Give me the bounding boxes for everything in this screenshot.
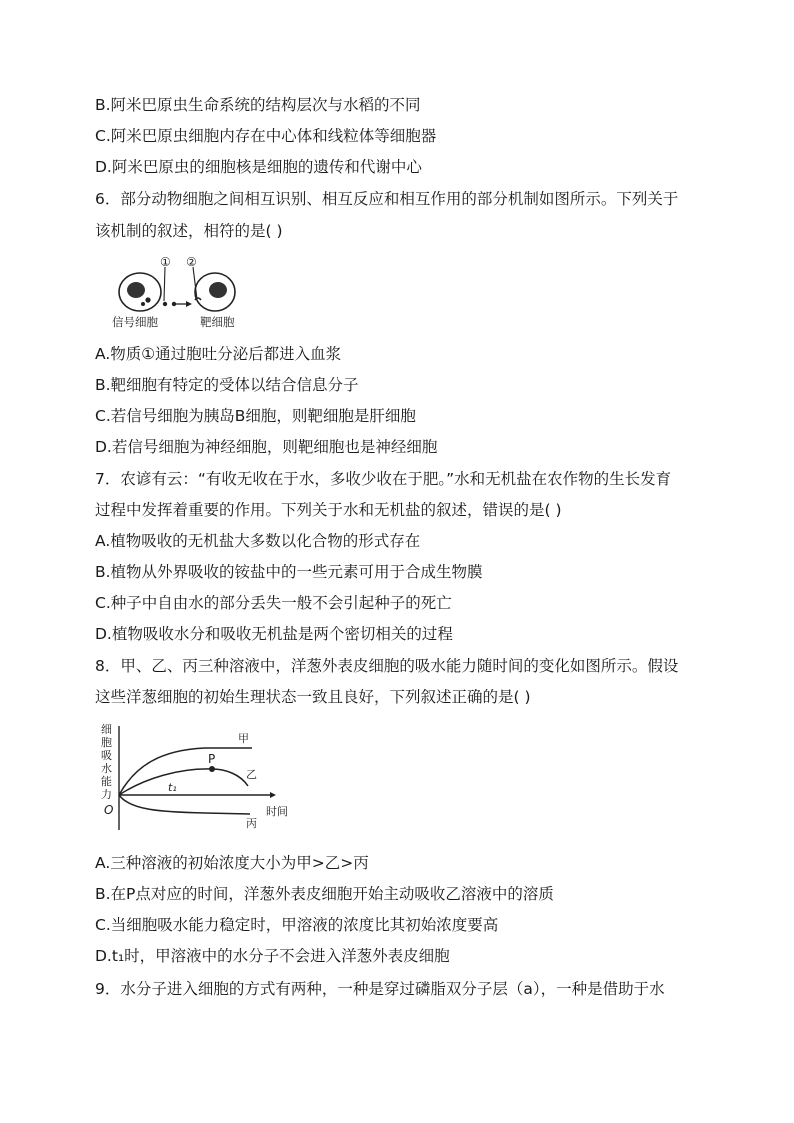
q8-option-b: B.在P点对应的时间，洋葱外表皮细胞开始主动吸收乙溶液中的溶质 [95, 885, 554, 903]
x-axis-label: 时间 [266, 805, 288, 818]
q7-stem-line1: 7．农谚有云：“有收无收在于水，多收少收在于肥。”水和无机盐在农作物的生长发育 [95, 470, 672, 488]
q5-option-b: B.阿米巴原虫生命系统的结构层次与水稻的不同 [95, 96, 421, 114]
q6-option-c: C.若信号细胞为胰岛B细胞，则靶细胞是肝细胞 [95, 407, 416, 425]
q6-stem-line2: 该机制的叙述，相符的是( ) [95, 222, 283, 240]
y-axis-label-char: 能 [101, 775, 112, 788]
signal-molecule [172, 302, 176, 306]
q8-stem-line1: 8．甲、乙、丙三种溶液中，洋葱外表皮细胞的吸水能力随时间的变化如图所示。假设 [95, 657, 679, 675]
q7-option-c: C.种子中自由水的部分丢失一般不会引起种子的死亡 [95, 594, 452, 612]
figure-label-2: ② [186, 255, 197, 269]
q8-stem-line2: 这些洋葱细胞的初始生理状态一致且良好，下列叙述正确的是( ) [95, 688, 531, 706]
y-axis-label-char: 细 [101, 723, 112, 736]
y-axis-label-char: 胞 [101, 736, 112, 749]
curve-bing-label: 丙 [246, 817, 257, 830]
curve-bing [119, 795, 250, 814]
q6-option-b: B.靶细胞有特定的受体以结合信息分子 [95, 376, 359, 394]
signal-molecule [163, 302, 167, 306]
point-p [209, 766, 215, 772]
curve-yi-label: 乙 [246, 768, 257, 781]
q8-option-c: C.当细胞吸水能力稳定时，甲溶液的浓度比其初始浓度要高 [95, 916, 499, 934]
origin-label: O [104, 803, 114, 817]
figure-label-1: ① [160, 255, 171, 269]
q8-option-d: D.t₁时，甲溶液中的水分子不会进入洋葱外表皮细胞 [95, 947, 450, 965]
q6-stem-line1: 6．部分动物细胞之间相互识别、相互反应和相互作用的部分机制如图所示。下列关于 [95, 190, 679, 208]
q7-option-b: B.植物从外界吸收的铵盐中的一些元素可用于合成生物膜 [95, 563, 483, 581]
receptor [195, 298, 201, 300]
q8-water-absorption-graph [100, 718, 300, 834]
y-axis-label-char: 力 [101, 788, 112, 801]
target-cell-nucleus [209, 282, 227, 298]
q8-option-a: A.三种溶液的初始浓度大小为甲>乙>丙 [95, 854, 369, 872]
q6-option-a: A.物质①通过胞吐分泌后都进入血浆 [95, 345, 342, 363]
target-cell-label: 靶细胞 [200, 315, 235, 329]
q5-option-d: D.阿米巴原虫的细胞核是细胞的遗传和代谢中心 [95, 158, 422, 176]
y-axis-label-char: 水 [101, 762, 112, 775]
q7-option-d: D.植物吸收水分和吸收无机盐是两个密切相关的过程 [95, 625, 453, 643]
q9-stem-line1: 9．水分子进入细胞的方式有两种，一种是穿过磷脂双分子层（a），一种是借助于水 [95, 980, 665, 998]
curve-yi [119, 769, 248, 795]
q7-stem-line2: 过程中发挥着重要的作用。下列关于水和无机盐的叙述，错误的是( ) [95, 501, 562, 519]
y-axis-label-char: 吸 [101, 749, 112, 762]
q6-cell-signaling-figure [108, 254, 248, 332]
signal-cell-label: 信号细胞 [112, 315, 158, 329]
curve-jia [119, 748, 252, 795]
signal-cell-nucleus [127, 282, 145, 298]
curve-jia-label: 甲 [238, 732, 249, 745]
point-p-label: P [208, 752, 216, 766]
t1-label: t₁ [168, 781, 177, 794]
q6-option-d: D.若信号细胞为神经细胞，则靶细胞也是神经细胞 [95, 438, 438, 456]
q5-option-c: C.阿米巴原虫细胞内存在中心体和线粒体等细胞器 [95, 127, 437, 145]
q7-option-a: A.植物吸收的无机盐大多数以化合物的形式存在 [95, 532, 421, 550]
